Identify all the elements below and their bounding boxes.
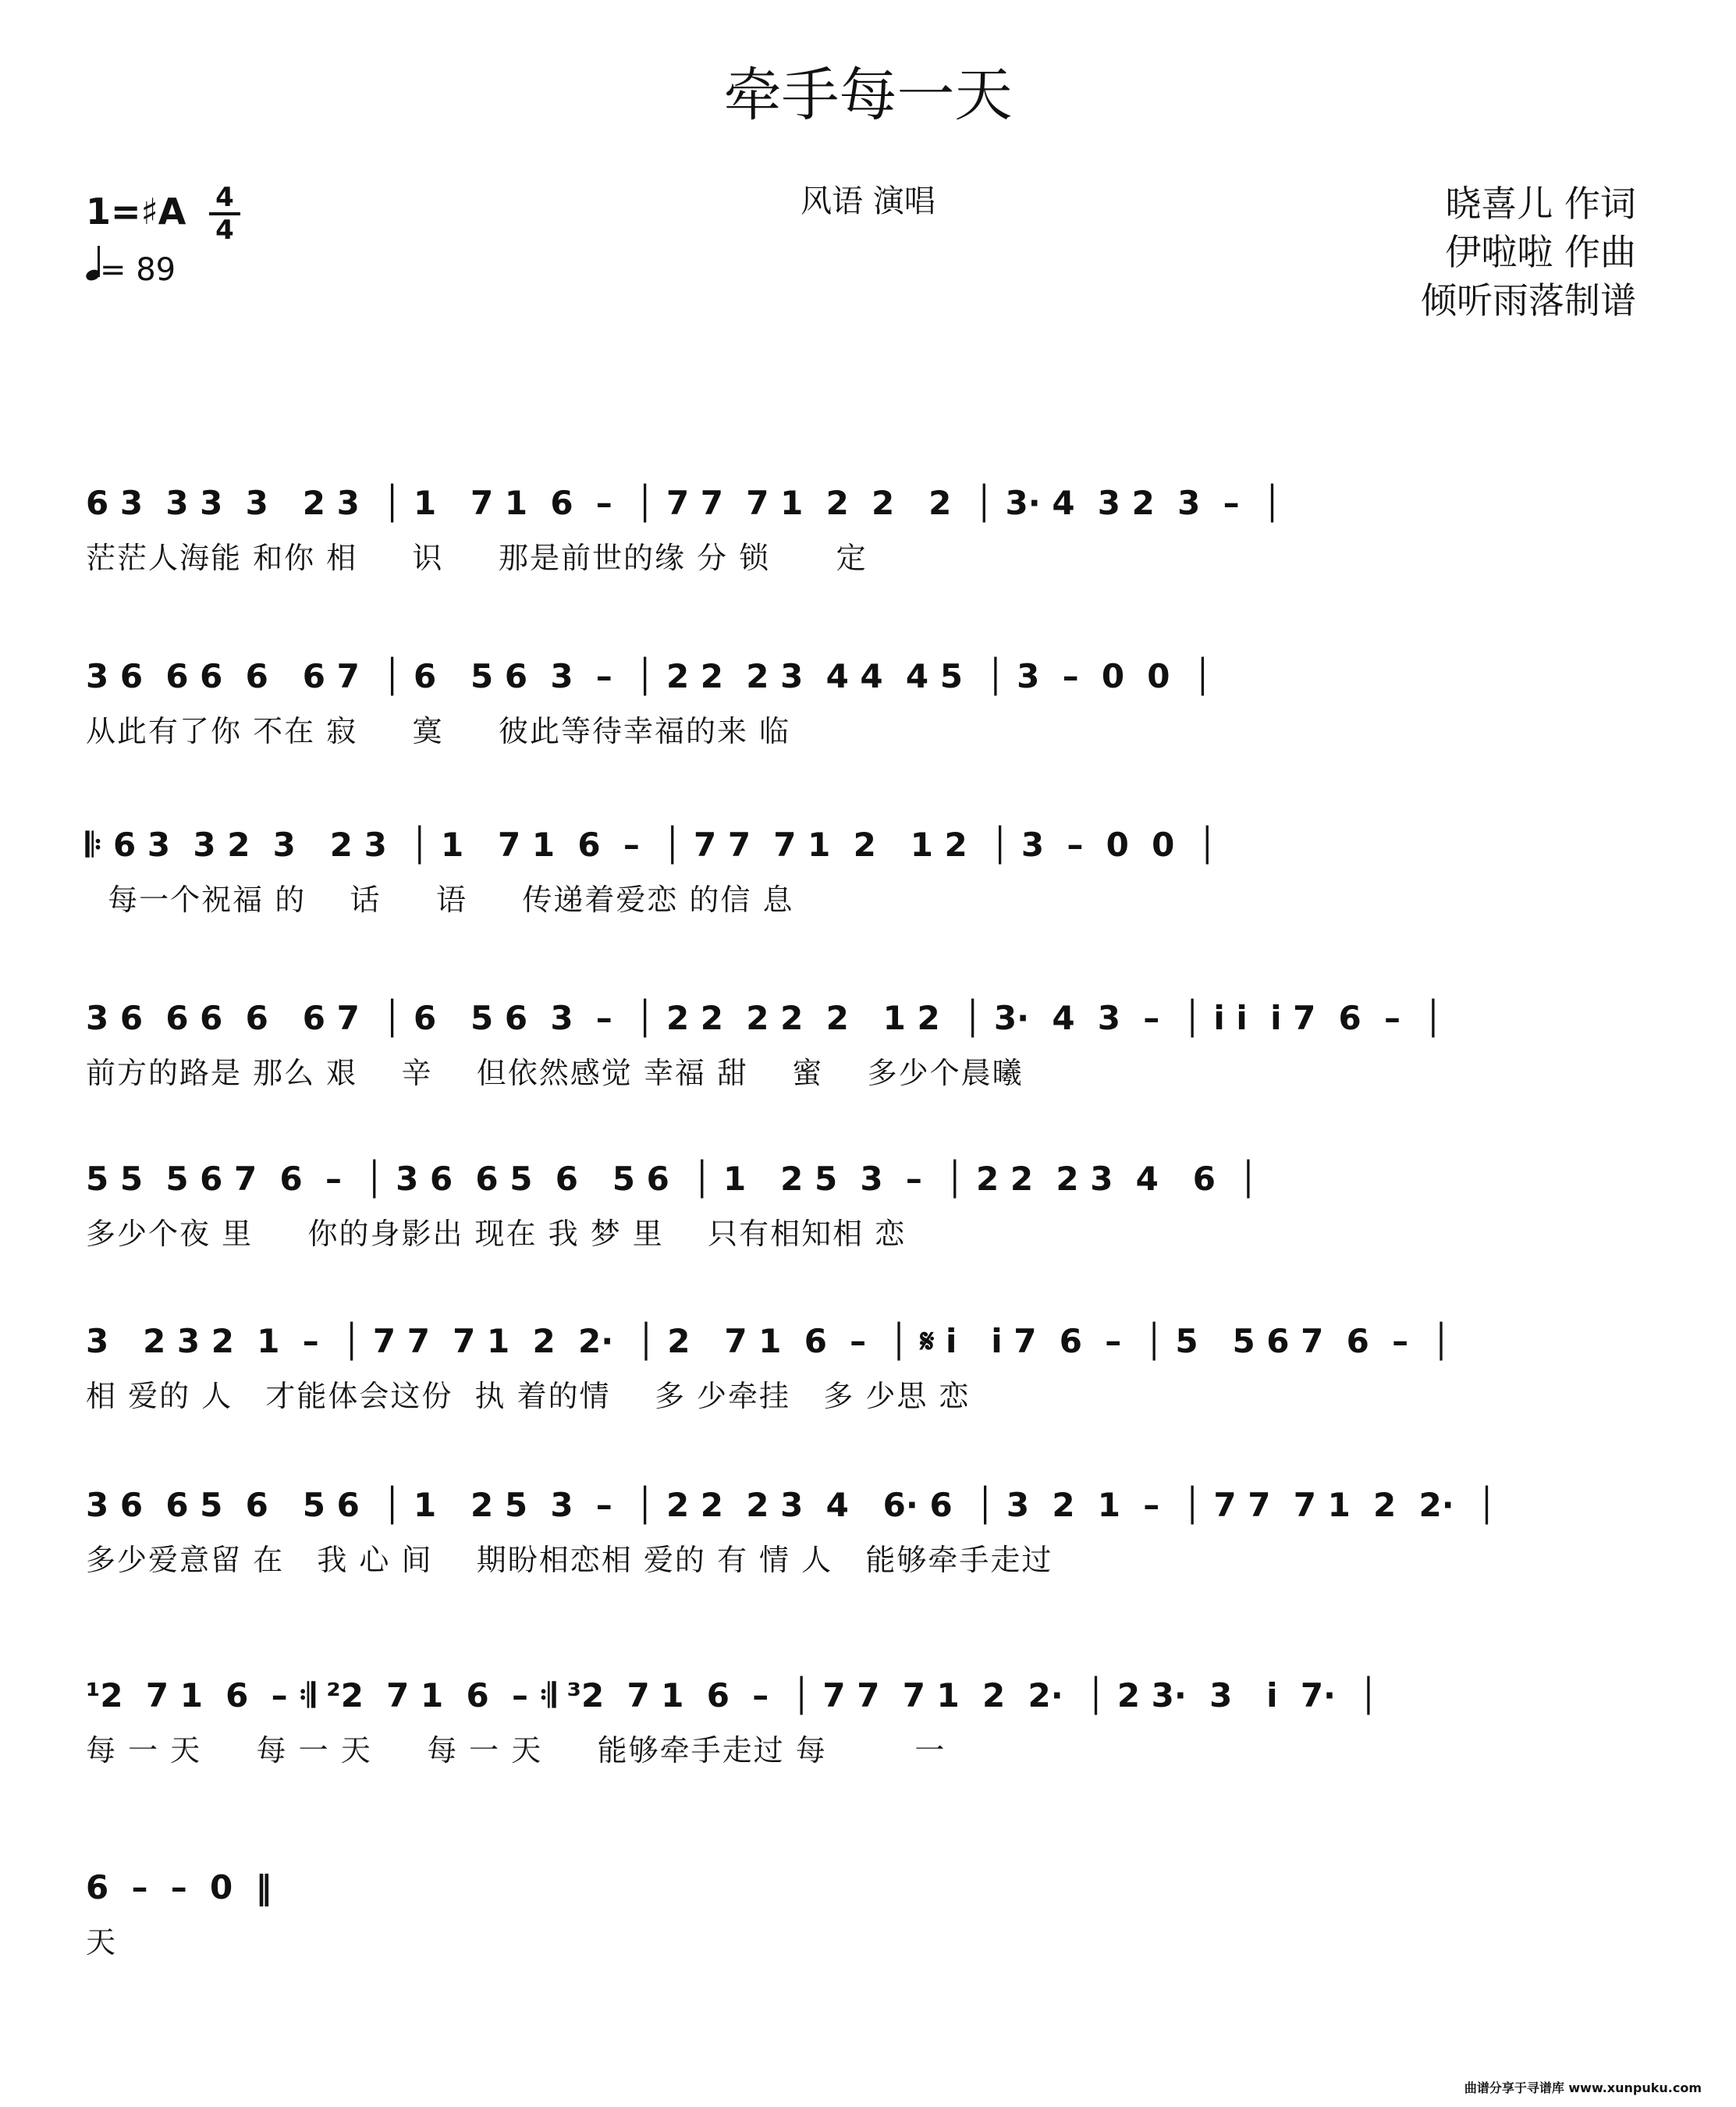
transcriber-credit: 倾听雨落制谱 [1421,279,1636,322]
jianpu-notes: ¹2 7 1 6 – 𝄇 ²2 7 1 6 – 𝄇 ³2 7 1 6 – │ 7 7 7 1 2 2· │ 2 3· 3 i 7· │ [86,1676,1379,1714]
lyricist-credit: 晓喜儿 作词 [1445,183,1636,225]
performer-credit: 风语 演唱 [801,183,935,219]
jianpu-notes: 3 6 6 5 6 5 6 │ 1 2 5 3 – │ 2 2 2 3 4 6· 6 │ 3 2 1 – │ 7 7 7 1 2 2· │ [86,1486,1497,1524]
tempo-value: = 89 [100,252,176,288]
lyric-line: 每 一 天 每 一 天 每 一 天 能够牵手走过 每 一 [86,1733,946,1768]
jianpu-notes: 6 3 3 3 3 2 3 │ 1 7 1 6 – │ 7 7 7 1 2 2 2 │ 3· 4 3 2 3 – │ [86,484,1283,522]
jianpu-notes: 6 – – 0 ‖ [86,1868,272,1906]
composer-credit: 伊啦啦 作曲 [1445,231,1636,273]
jianpu-notes: 𝄆 6 3 3 2 3 2 3 │ 1 7 1 6 – │ 7 7 7 1 2 1 2 │ 3 – 0 0 │ [86,826,1217,864]
jianpu-notes: 3 2 3 2 1 – │ 7 7 7 1 2 2· │ 2 7 1 6 – │ 𝄋 i i 7 6 – │ 5 5 6 7 6 – │ [86,1322,1451,1360]
lyric-line: 前方的路是 那么 艰 辛 但依然感觉 幸福 甜 蜜 多少个晨曦 [86,1056,1024,1090]
time-denominator: 4 [215,215,234,246]
footer-watermark: 曲谱分享于寻谱库 www.xunpuku.com [1464,2080,1702,2095]
jianpu-notes: 3 6 6 6 6 6 7 │ 6 5 6 3 – │ 2 2 2 2 2 1 2 │ 3· 4 3 – │ i i i 7 6 – │ [86,999,1443,1037]
lyric-line: 相 爱的 人 才能体会这份 执 着的情 多 少牵挂 多 少思 恋 [86,1379,971,1413]
tempo-marking [86,246,176,286]
lyric-line: 茫茫人海能 和你 相 识 那是前世的缘 分 锁 定 [86,541,868,575]
jianpu-notes: 3 6 6 6 6 6 7 │ 6 5 6 3 – │ 2 2 2 3 4 4 4 5 │ 3 – 0 0 │ [86,657,1213,695]
lyric-line: 天 [86,1925,118,1960]
jianpu-notes: 5 5 5 6 7 6 – │ 3 6 6 5 6 5 6 │ 1 2 5 3 – │ 2 2 2 3 4 6 │ [86,1160,1259,1198]
key-signature: 1=♯A [86,190,186,233]
song-title: 牵手每一天 [723,62,1013,129]
lyric-line: 从此有了你 不在 寂 寞 彼此等待幸福的来 临 [86,714,791,748]
time-numerator: 4 [215,182,234,213]
lyric-line: 多少爱意留 在 我 心 间 期盼相恋相 爱的 有 情 人 能够牵手走过 [86,1543,1053,1577]
lyric-line: 多少个夜 里 你的身影出 现在 我 梦 里 只有相知相 恋 [86,1217,907,1251]
lyric-line: 每一个祝福 的 话 语 传递着爱恋 的信 息 [86,883,794,917]
